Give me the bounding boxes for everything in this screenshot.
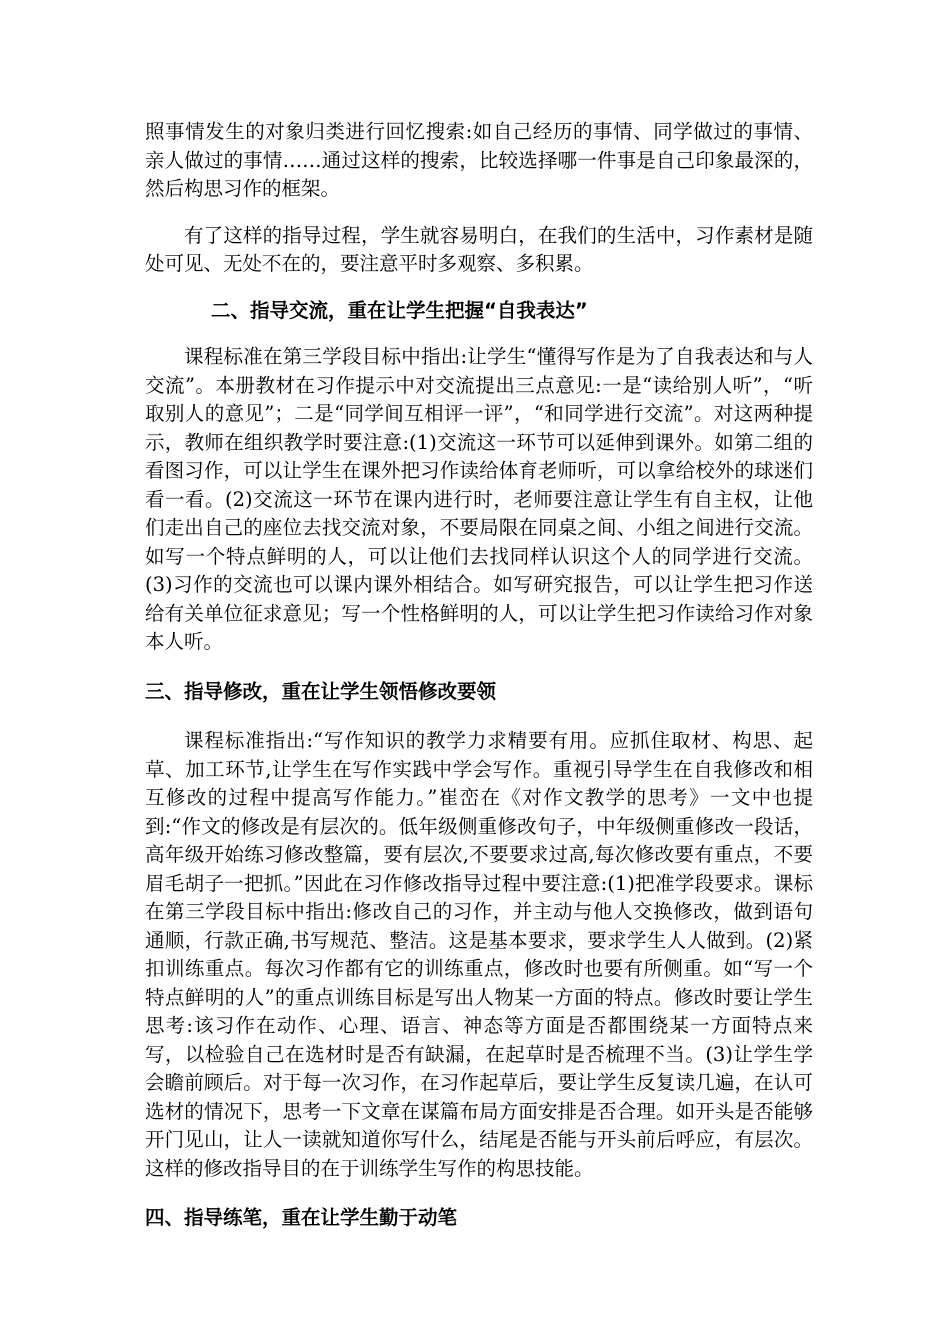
spacer — [145, 657, 813, 678]
spacer — [145, 279, 813, 297]
spacer — [145, 706, 813, 727]
paragraph-guidance-result: 有了这样的指导过程，学生就容易明白，在我们的生活中，习作素材是随处可见、无处不在的，要注意平时多观察、多积累。 — [145, 223, 813, 275]
paragraph-exchange: 课程标准在第三学段目标中指出:让学生“懂得写作是为了自我表达和与人交流”。本册教材在习作提示中对交流提出三点意见:一是“读给别人听”，“听取别人的意见”；二是“同学间互相评一评”，“和同学进行交流”。对这两种提示，教师在组织教学时要注意:(1)交流这一环节可以延伸到课外。如第二组的看图习作，可以让学生在课外把习作读给体育老师听，可以拿给校外的球迷们看一看。(2)交流这一环节在课内进行时，老师要注意让学生有自主权，让他们走出自己的座位去找交流对象，不要局限在同桌之间、小组之间进行交流。如写一个特点鲜明的人，可以让他们去找同样认识这个人的同学进行交流。(3)习作的交流也可以课内课外相结合。如写研究报告，可以让学生把习作送给有关单位征求意见；写一个性格鲜明的人，可以让学生把习作读给习作对象本人听。 — [145, 345, 813, 653]
heading-section-4: 四、指导练笔，重在让学生勤于动笔 — [145, 1206, 458, 1229]
paragraph-revision: 课程标准指出:“写作知识的教学力求精要有用。应抓住取材、构思、起草、加工环节,让学生在写作实践中学会写作。重视引导学生在自我修改和相互修改的过程中提高写作能力。”崔峦在《对作文教学的思考》一文中也提到:“作文的修改是有层次的。低年级侧重修改句子，中年级侧重修改一段话，高年级开始练习修改整篇，要有层次,不要要求过高,每次修改要有重点，不要眉毛胡子一把抓。”因此在习作修改指导过程中要注意:(1)把准学段要求。课标在第三学段目标中指出:修改自己的习作，并主动与他人交换修改，做到语句通顺，行款正确,书写规范、整洁。这是基本要求，要求学生人人做到。(2)紧扣训练重点。每次习作都有它的训练重点，修改时也要有所侧重。如“写一个特点鲜明的人”的重点训练目标是写出人物某一方面的特点。修改时要让学生思考:该习作在动作、心理、语言、神态等方面是否都围绕某一方面特点来写，以检验自己在选材时是否有缺漏，在起草时是否梳理不当。(3)让学生学会瞻前顾后。对于每一次习作，在习作起草后，要让学生反复读几遍，在认可选材的情况下，思考一下文章在谋篇布局方面安排是否合理。如开头是否能够开门见山，让人一读就知道你写什么，结尾是否能与开头前后呼应，有层次。这样的修改指导目的在于训练学生写作的构思技能。 — [145, 729, 813, 1180]
heading-section-3: 三、指导修改，重在让学生领悟修改要领 — [145, 679, 497, 703]
heading-section-2: 二、指导交流，重在让学生把握“自我表达” — [211, 298, 588, 322]
spacer — [145, 204, 813, 222]
paragraph-recall-search: 照事情发生的对象归类进行回忆搜索:如自己经历的事情、同学做过的事情、亲人做过的事情……通过这样的搜索，比较选择哪一件事是自己印象最深的，然后构思习作的框架。 — [145, 120, 813, 200]
spacer — [145, 1183, 813, 1204]
spacer — [145, 325, 813, 343]
document-page — [145, 118, 813, 1233]
